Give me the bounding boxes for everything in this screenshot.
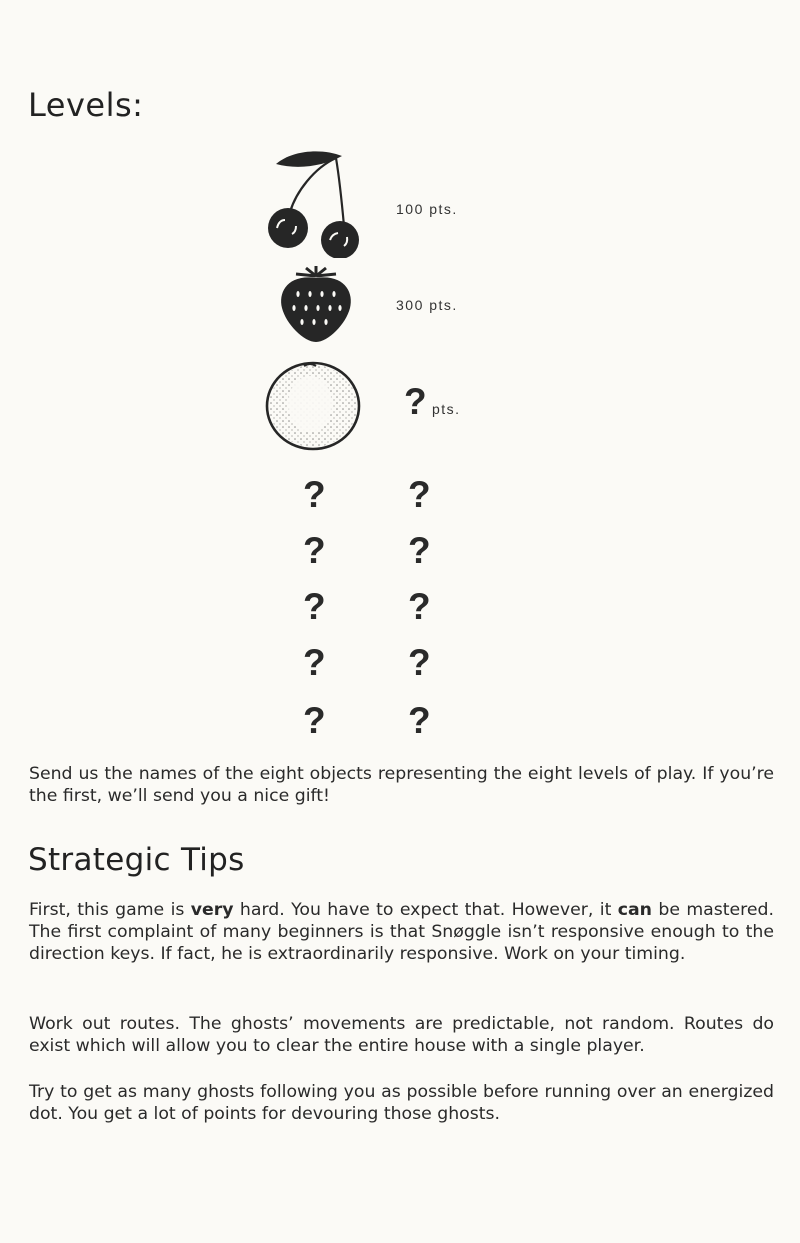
orange-points-mark: ? [404, 381, 427, 422]
emphasis-very: very [190, 900, 234, 920]
tip-paragraph-3: Try to get as many ghosts following you as possible before running over an energized dot. You get a lot of points for devouring those ghosts. [29, 1082, 774, 1124]
unknown-level-points: ? [408, 530, 431, 571]
unknown-level-object: ? [303, 530, 326, 571]
orange-points-suffix: pts. [432, 401, 461, 417]
emphasis-can: can [617, 900, 652, 920]
cherry-points: 100 pts. [396, 201, 458, 217]
strawberry-points: 300 pts. [396, 297, 458, 313]
unknown-level-points: ? [408, 642, 431, 683]
unknown-level-points: ? [408, 474, 431, 515]
intro-paragraph: Send us the names of the eight objects representing the eight levels of play. If you’re the first, we’ll send you a nice gift! [29, 764, 774, 806]
orange-icon [264, 360, 362, 452]
unknown-level-object: ? [303, 586, 326, 627]
tip-paragraph-1: First, this game is very hard. You have to expect that. However, it can be mastered. The first complaint of many beginners is that Snøggle isn’t responsive enough to the direction keys. If fact, he is extraordinarily responsive. Work on your timing. [29, 900, 774, 964]
unknown-level-points: ? [408, 700, 431, 741]
strawberry-icon [276, 266, 356, 346]
strategic-tips-heading: Strategic Tips [28, 842, 245, 878]
unknown-level-object: ? [303, 642, 326, 683]
tip-paragraph-2: Work out routes. The ghosts’ movements are predictable, not random. Routes do exist which will allow you to clear the entire house with a single player. [29, 1014, 774, 1056]
unknown-level-object: ? [303, 474, 326, 515]
unknown-level-points: ? [408, 586, 431, 627]
levels-heading: Levels: [28, 86, 144, 124]
cherry-icon [262, 148, 368, 258]
unknown-level-object: ? [303, 700, 326, 741]
